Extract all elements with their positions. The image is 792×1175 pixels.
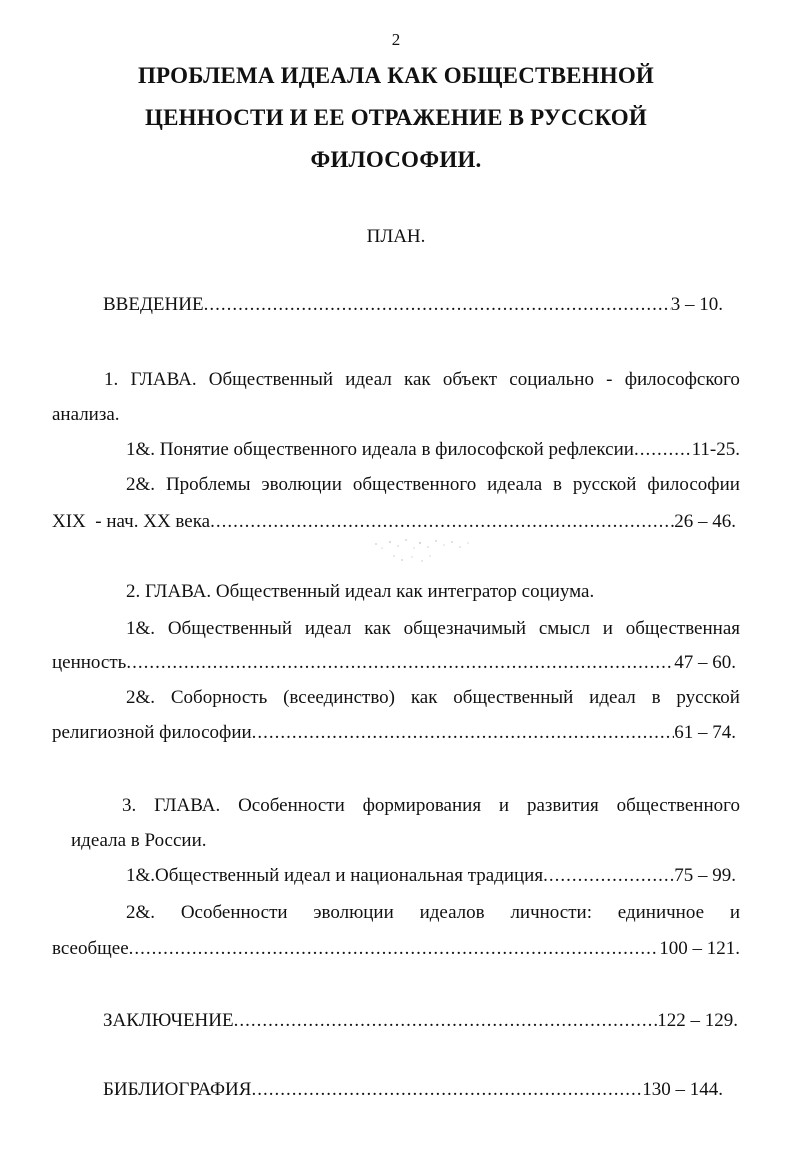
word: эволюции bbox=[313, 902, 394, 923]
word: идеал bbox=[345, 369, 392, 390]
toc-pages: 75 – 99. bbox=[674, 865, 736, 886]
word: Общественный bbox=[208, 369, 334, 390]
word: единичное bbox=[617, 902, 705, 923]
toc-label: БИБЛИОГРАФИЯ bbox=[103, 1079, 252, 1100]
word: развития bbox=[526, 795, 599, 816]
toc-entry-1-1 bbox=[126, 438, 740, 462]
toc-pages: 130 – 144. bbox=[642, 1079, 723, 1100]
word: Проблемы bbox=[165, 474, 251, 495]
toc-label: ЗАКЛЮЧЕНИЕ bbox=[103, 1010, 234, 1031]
toc-label: ВВЕДЕНИЕ bbox=[103, 294, 204, 315]
toc-entry-1-2-line1 bbox=[126, 473, 740, 497]
chapter-1-heading bbox=[104, 368, 740, 392]
word: объект bbox=[442, 369, 498, 390]
word: Соборность bbox=[170, 687, 268, 708]
word: русской bbox=[676, 687, 740, 708]
plan-heading: ПЛАН. bbox=[366, 226, 426, 247]
toc-label: 1&.Общественный идеал и национальная традиция bbox=[126, 865, 544, 886]
toc-entry-2-2-line2 bbox=[52, 721, 736, 745]
word: как bbox=[404, 369, 431, 390]
toc-label: всеобщее bbox=[52, 938, 129, 959]
toc-entry-3-2-line1 bbox=[126, 901, 740, 925]
toc-entry-conclusion bbox=[103, 1009, 738, 1033]
word: философии bbox=[647, 474, 740, 495]
word: в bbox=[651, 687, 661, 708]
word: идеал bbox=[304, 618, 352, 639]
toc-label: 1&. Понятие общественного идеала в философской рефлексии bbox=[126, 439, 634, 460]
toc-entry-2-2-line1 bbox=[126, 686, 740, 710]
word: общественный bbox=[453, 687, 574, 708]
scan-smudge bbox=[368, 530, 488, 570]
dot-leader bbox=[634, 438, 692, 462]
word: и bbox=[498, 795, 510, 816]
word: как bbox=[410, 687, 438, 708]
word: 2&. bbox=[126, 687, 156, 708]
word: (всеединство) bbox=[283, 687, 395, 708]
toc-entry-3-1 bbox=[126, 864, 736, 888]
title-line-3: ФИЛОСОФИИ. bbox=[310, 147, 482, 172]
word: и bbox=[729, 902, 740, 923]
word: общезначимый bbox=[403, 618, 527, 639]
word: эволюции bbox=[261, 474, 342, 495]
chapter-3-heading bbox=[122, 794, 740, 818]
toc-pages: 122 – 129. bbox=[657, 1010, 738, 1031]
dot-leader bbox=[543, 864, 674, 888]
toc-pages: 3 – 10. bbox=[670, 294, 723, 315]
word: социально bbox=[509, 369, 594, 390]
dot-leader bbox=[234, 1009, 658, 1033]
word: идеалов bbox=[419, 902, 485, 923]
word: общественного bbox=[616, 795, 740, 816]
toc-label: религиозной философии bbox=[52, 722, 252, 743]
toc-pages: 47 – 60. bbox=[674, 652, 736, 673]
word: идеал bbox=[589, 687, 636, 708]
toc-pages: 100 – 121. bbox=[659, 938, 740, 959]
dot-leader bbox=[251, 1078, 642, 1102]
toc-entry-bibliography bbox=[103, 1078, 723, 1102]
word: - bbox=[606, 369, 613, 390]
word: формирования bbox=[362, 795, 482, 816]
toc-pages: 61 – 74. bbox=[674, 722, 736, 743]
word: 1. bbox=[104, 369, 119, 390]
word: 3. bbox=[122, 795, 137, 816]
word: 2&. bbox=[126, 474, 156, 495]
toc-pages: 26 – 46. bbox=[674, 511, 736, 532]
word: философского bbox=[624, 369, 740, 390]
word: Особенности bbox=[180, 902, 288, 923]
page-number: 2 bbox=[391, 30, 401, 49]
word: как bbox=[364, 618, 391, 639]
dot-leader bbox=[129, 937, 660, 961]
word: смысл bbox=[538, 618, 591, 639]
dot-leader bbox=[204, 293, 671, 317]
toc-pages: 11-25. bbox=[691, 439, 740, 460]
word: в bbox=[553, 474, 563, 495]
word: 2&. bbox=[126, 902, 156, 923]
toc-label: ценность bbox=[52, 652, 127, 673]
word: общественная bbox=[625, 618, 740, 639]
chapter-3-heading-cont: идеала в России. bbox=[71, 830, 207, 851]
word: идеала bbox=[487, 474, 543, 495]
dot-leader bbox=[126, 651, 674, 675]
word: Общественный bbox=[167, 618, 293, 639]
title-line-2: ЦЕННОСТИ И ЕЕ ОТРАЖЕНИЕ В РУССКОЙ bbox=[145, 105, 647, 130]
word: и bbox=[602, 618, 613, 639]
title-line-1: ПРОБЛЕМА ИДЕАЛА КАК ОБЩЕСТВЕННОЙ bbox=[137, 63, 655, 88]
toc-entry-introduction bbox=[103, 293, 723, 317]
dot-leader bbox=[252, 721, 675, 745]
chapter-1-heading-cont: анализа. bbox=[52, 404, 120, 425]
word: 1&. bbox=[126, 618, 156, 639]
chapter-2-heading: 2. ГЛАВА. Общественный идеал как интегратор социума. bbox=[126, 581, 595, 602]
toc-label: XIX - нач. XX века bbox=[52, 511, 211, 532]
toc-entry-2-1-line2 bbox=[52, 651, 736, 675]
word: Особенности bbox=[238, 795, 345, 816]
word: ГЛАВА. bbox=[154, 795, 221, 816]
word: личности: bbox=[510, 902, 592, 923]
toc-entry-3-2-line2 bbox=[52, 937, 740, 961]
word: общественного bbox=[352, 474, 477, 495]
word: ГЛАВА. bbox=[130, 369, 197, 390]
word: русской bbox=[572, 474, 637, 495]
toc-entry-2-1-line1 bbox=[126, 617, 740, 641]
